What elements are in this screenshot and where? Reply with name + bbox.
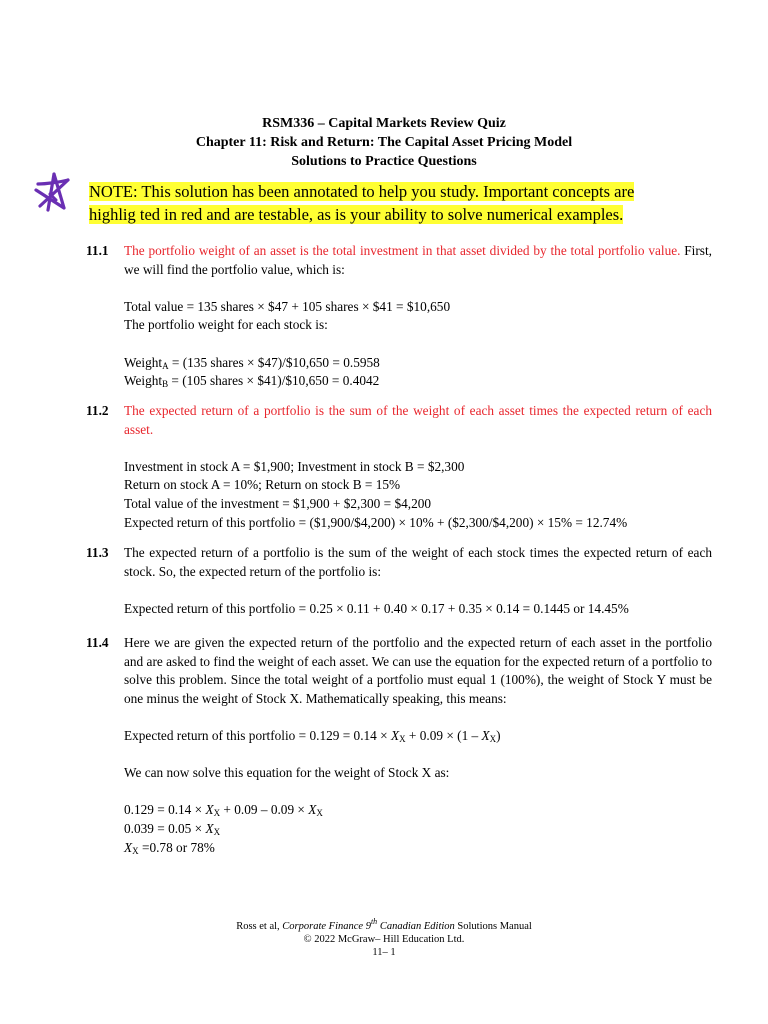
- star-annotation-icon: [30, 170, 74, 214]
- question-text: First, we will find the portfolio value, which is:: [124, 243, 712, 277]
- document-header: [0, 114, 768, 171]
- course-title: RSM336 – Capital Markets Review Quiz: [262, 116, 506, 131]
- question-text: The expected return of a portfolio is the sum of the weight of each stock times the expected return of each stock. So, the expected return of the portfolio is:: [124, 545, 712, 579]
- return-line: Return on stock A = 10%; Return on stock B = 15%: [124, 477, 401, 493]
- key-concept-text: The expected return of a portfolio is the sum of the weight of each asset times the expected return of each asset.: [124, 403, 712, 437]
- note-line-1: NOTE: This solution has been annotated to help you study. Important concepts are: [89, 182, 635, 201]
- footer-copyright: © 2022 McGraw– Hill Education Ltd.: [303, 934, 465, 945]
- footer-citation: Ross et al, Corporate Finance 9th Canadian Edition Solutions Manual: [236, 917, 532, 932]
- question-number: 11.2: [86, 403, 109, 418]
- question-text: Here we are given the expected return of the portfolio and the expected return of each asset in the portfolio and are asked to find the weight of each asset. We can use the equation for the expected return of a portfolio to solve this problem. Since the total weight of a portfolio must equal 1 (100%), the weight of Stock Y must be one minus the weight of Stock X. Mathematically speaking, this means:: [124, 635, 712, 706]
- weight-a-line: Weight$_A$ = (135 shares × $47)/$10,650 = 0.5958: [124, 354, 380, 371]
- expected-return-line: Expected return of this portfolio = ($1,900/$4,200) × 10% + ($2,300/$4,200) × 15% = 12.74%: [124, 514, 628, 530]
- chapter-title: Chapter 11: Risk and Return: The Capital Asset Pricing Model: [195, 135, 573, 150]
- solution-step-1: $0.129 = 0.14 \times X_X + 0.09 - 0.09 \times X_X$: [124, 802, 323, 819]
- question-number: 11.3: [86, 545, 109, 560]
- expected-return-line: Expected return of this portfolio = 0.25 × 0.11 + 0.40 × 0.17 + 0.35 × 0.14 = 0.1445 or 14.45%: [124, 600, 629, 616]
- page-number: 11– 1: [372, 947, 396, 958]
- solutions-title: Solutions to Practice Questions: [291, 154, 477, 169]
- portfolio-equation: Expected return of this portfolio = $0.129 = 0.14 \times X_X + 0.09 \times (1 - X_X)$: [124, 727, 501, 744]
- question-number: 11.4: [86, 635, 109, 650]
- weight-b-line: Weight$_B$ = (105 shares × $41)/$10,650 = 0.4042: [124, 373, 380, 390]
- investment-line: Investment in stock A = $1,900; Investment in stock B = $2,300: [124, 458, 465, 474]
- question-number: 11.1: [86, 243, 109, 258]
- question-11-1: [86, 242, 712, 391]
- question-11-2: [86, 402, 712, 532]
- page-footer: [0, 917, 768, 959]
- key-concept-text: The portfolio weight of an asset is the total investment in that asset divided by the total portfolio value.: [124, 243, 681, 258]
- weight-intro-line: The portfolio weight for each stock is:: [124, 317, 328, 333]
- study-note: [89, 180, 681, 226]
- note-line-2: highlig ted in red and are testable, as is your ability to solve numerical examples.: [89, 205, 624, 224]
- solve-intro-line: We can now solve this equation for the weight of Stock X as:: [124, 765, 450, 781]
- total-value-line: Total value = 135 shares × $47 + 105 shares × $41 = $10,650: [124, 298, 451, 314]
- solution-step-3: $X_X =0.78$ or 78%: [124, 839, 215, 856]
- question-11-4: [86, 634, 712, 857]
- total-investment-line: Total value of the investment = $1,900 + $2,300 = $4,200: [124, 495, 432, 511]
- question-11-3: [86, 544, 712, 618]
- solution-step-2: $0.039 = 0.05 \times X_X$: [124, 820, 221, 837]
